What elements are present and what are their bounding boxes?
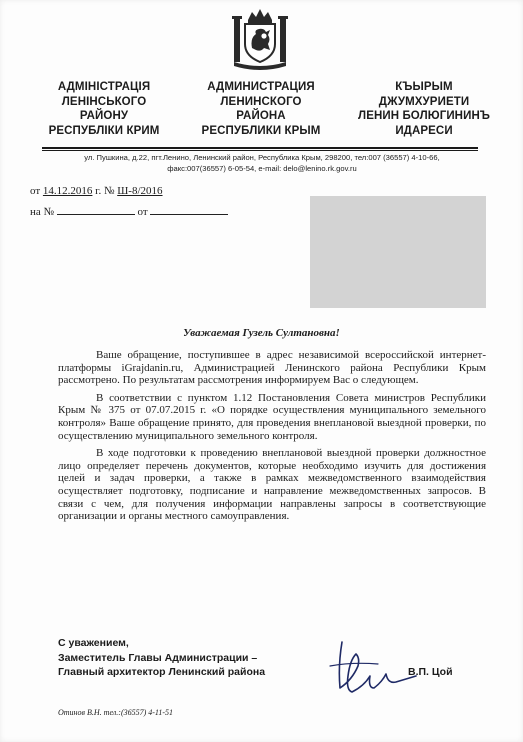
signer-position: Главный архитектор Ленинский района	[58, 666, 266, 678]
body-paragraph: Ваше обращение, поступившее в адрес независимой всероссийской интернет-платформы iGrajdanin.ru, Администрацией Ленинского района Республики Крым рассмотрено. По результатам рассмотрения информируем Вас о следующем.	[58, 349, 486, 387]
header-ukrainian-line: РЕСПУБЛІКИ КРИМ	[48, 124, 160, 137]
reference-from-prefix: от	[30, 185, 41, 197]
header-crimean-tatar-line: ДЖУМХУРИЕТИ	[378, 95, 470, 108]
header-ukrainian-line: РАЙОНУ	[79, 110, 129, 122]
header-divider-thin	[42, 150, 478, 151]
handwritten-signature-icon	[312, 636, 422, 700]
salutation: Уважаемая Гузель Султановна!	[183, 327, 340, 339]
reference-date: 14.12.2016	[42, 185, 93, 197]
header-ukrainian	[35, 80, 173, 138]
closing-phrase: С уважением,	[58, 637, 129, 649]
header-russian-line: РЕСПУБЛИКИ КРЫМ	[201, 124, 321, 137]
header-crimean-tatar	[350, 80, 498, 138]
header-russian-line: АДМИНИСТРАЦИЯ	[207, 81, 315, 93]
redacted-addressee	[310, 196, 486, 308]
signer-name: В.П. Цой	[408, 666, 453, 678]
incoming-date-blank	[150, 204, 228, 215]
reference-year-suffix: г. №	[95, 185, 115, 197]
header-ukrainian-line: АДМІНІСТРАЦІЯ	[57, 81, 151, 93]
incoming-number-prefix: на №	[30, 206, 55, 218]
signer-position: Заместитель Главы Администрации –	[58, 651, 258, 664]
incoming-number-blank	[57, 204, 135, 215]
body-paragraph: В соответствии с пунктом 1.12 Постановления Совета министров Республики Крым № 375 от 07.07.2015 г. «О порядке осуществления муниципального земельного контроля» Ваше обращение принято, для проведения внеплановой выездной проверки, по осуществлению муниципального земельного контроля.	[58, 391, 486, 442]
outgoing-reference	[30, 185, 163, 197]
header-crimean-tatar-line: ЛЕНИН БОЛЮГИНИНЪ	[358, 110, 490, 122]
address-line: факс:007(36557) 6-05-54, e-mail: delo@lenino.rk.gov.ru	[167, 163, 357, 173]
reference-number: Ш-8/2016	[117, 185, 163, 197]
header-russian	[192, 80, 330, 138]
address-line: ул. Пушкина, д.22, пгт.Ленино, Ленинский район, Республика Крым, 298200, тел:007 (36557) 4-10-66,	[84, 153, 440, 162]
crimea-coat-of-arms-icon	[228, 6, 292, 70]
header-russian-line: ЛЕНИНСКОГО	[220, 95, 302, 108]
executor-contact: Отинов В.Н. тел.:(36557) 4-11-51	[58, 708, 174, 717]
header-russian-line: РАЙОНА	[236, 110, 286, 122]
signature-block	[58, 636, 265, 680]
header-crimean-tatar-line: КЪЫРЫМ	[395, 81, 453, 93]
header-ukrainian-line: ЛЕНІНСЬКОГО	[61, 95, 147, 108]
body-paragraph: В ходе подготовки к проведению внеплановой выездной проверки должностное лицо определяет перечень документов, которые необходимо изучить для достижения целей и задач проверки, а также в рамках межведомственного взаимодействия осуществляет подготовку, подписание и направление межведомственных запросов. В связи с чем, для получения информации направлены запросы в соответствующие организации и органы местного самоуправления.	[58, 447, 486, 523]
header-crimean-tatar-line: ИДАРЕСИ	[395, 124, 453, 137]
letter-body	[58, 349, 486, 528]
incoming-from-label: от	[137, 206, 148, 218]
address-block	[42, 153, 482, 174]
incoming-reference	[30, 204, 228, 218]
header-divider	[42, 147, 478, 149]
